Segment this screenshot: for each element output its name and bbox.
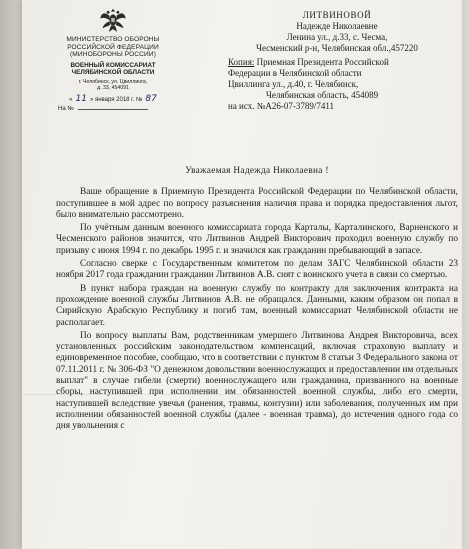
sender-address: г. Челябинск, ул. Цвиллинга, д. 33, 454091 (78, 78, 148, 91)
handwritten-day: 11 (75, 94, 87, 105)
copy-recipient: Копия: Приемная Президента Российской Федерации в Челябинской области Цвиллинга ул., д.40, г. Челябинск, Челябинская область, 454089 на исх. №А26-07-3789/7411 (228, 57, 389, 111)
copy-label: Копия: (228, 57, 255, 67)
page-edge (0, 0, 22, 549)
sender-block (28, 6, 198, 112)
commissariat-name: ВОЕННЫЙ КОМИССАРИАТ ЧЕЛЯБИНСКОЙ ОБЛАСТИ (70, 61, 156, 77)
greeting: Уважаемая Надежда Николаевна ! (185, 166, 329, 176)
ministry-name: МИНИСТЕРСТВО ОБОРОНЫ РОССИЙСКОЙ ФЕДЕРАЦИИ (МИНОБОРОНЫ РОССИИ) (66, 36, 160, 59)
paragraph: В пункт набора граждан на военную службу по контракту для заключения контракта на прохождение военной службы Литвинов А.В. не обращался. Данными, каким образом он попал в Сирийскую Арабскую Республику и погиб там, военный комиссариат Челябинской области не располагает. (56, 283, 458, 328)
paragraph: По вопросу выплаты Вам, родственникам умершего Литвинова Андрея Викторовича, всех установленных российским законодательством компенсаций, включая страховую выплату и единовременное пособие, сообщаю, что в соответствии с пунктом 8 статьи 3 Федерального закона от 07.11.2011 г. № 306-ФЗ "О денежном довольствии военнослужащих и предоставлении им отдельных выплат" в случае гибели (смерти) военнослужащего или гражданина, призванного на военные сборы, наступившей при исполнении им обязанностей военной службы, либо его смерти, наступившей вследствие увечья (ранения, травмы, контузии) или заболевания, полученных им при исполнении обязанностей военной службы (далее - военная травма), до истечения одного года со дня увольнения с (56, 330, 458, 432)
paragraph: Ваше обращение в Приемную Президента Российской Федерации по Челябинской области, поступившее в мой адрес по вопросу разъяснения наличия права и порядка предоставления льгот, было внимательно рассмотрено. (56, 187, 458, 220)
paragraph: По учётным данным военного комиссариата города Карталы, Карталинского, Варненского и Чесменского районов значится, что Литвинов Андрей Викторович проходил военную службу по призыву с июня 1994 г. по декабрь 1995 г. и значился как гражданин пребывающий в запасе. (56, 223, 458, 256)
handwritten-number: 87 (145, 94, 157, 105)
recipient-name: ЛИТВИНОВОЙ (302, 10, 372, 20)
recipient-block: ЛИТВИНОВОЙ Надежде Николаевне Ленина ул., д.33, с. Чесма, Чесменский р-н, Челябинская обл.,457220 Копия: Приемная Президента Российской Федерации в Челябинской области Цвиллинга ул., д.40, г. Челябинск, Челябинская область, 454089 на исх. №А26-07-3789/7411 (222, 10, 452, 112)
letter-date-number: « 11 » января 2018 г. № 87 (69, 94, 157, 105)
paper-fold (22, 394, 462, 395)
double-headed-eagle-icon (99, 6, 127, 34)
reference-number-field: На № (28, 106, 198, 112)
paragraph: Согласно сверке с Государственным комитетом по делам ЗАГС Челябинской области 23 ноября 2017 года гражданин гражданин Литвинов А.В. снят с воинского учета в связи со смертью. (56, 259, 458, 281)
